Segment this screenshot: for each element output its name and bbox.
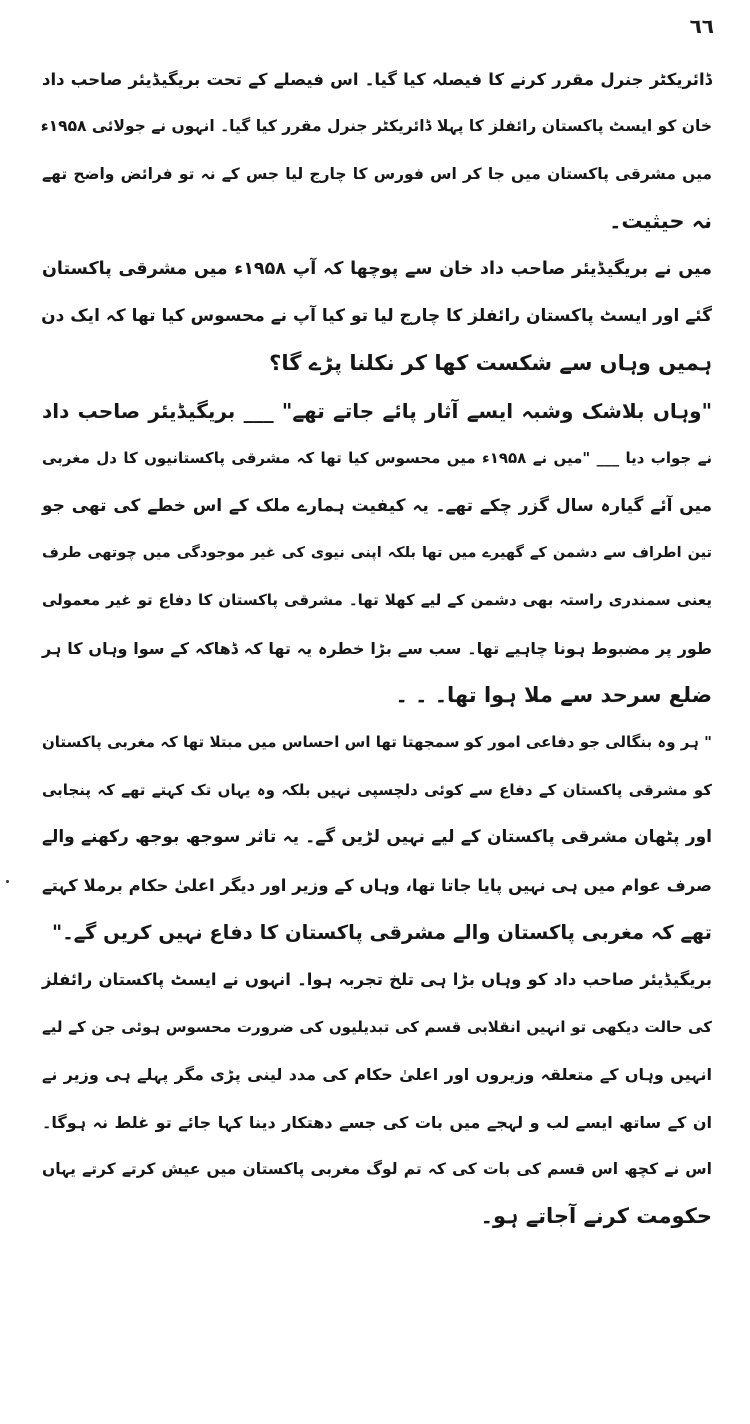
text-line: خان کو ایسٹ پاکستان رائفلز کا پہلا ڈائریکٹر جنرل مقرر کیا گیا۔ انہوں نے جولائی ۱۹۵۸ء — [40, 117, 712, 136]
text-line: ضلع سرحد سے ملا ہوا تھا۔ ۔ ۔ — [395, 683, 712, 708]
text-line: " ہر وہ بنگالی جو دفاعی امور کو سمجھتا تھا اس احساس میں مبتلا تھا کہ مغربی پاکستان — [42, 733, 712, 752]
text-line: نہ حیثیت۔ — [609, 209, 712, 234]
text-line: ڈائریکٹر جنرل مقرر کرنے کا فیصلہ کیا گیا۔ اس فیصلے کے تحت بریگیڈیئر صاحب داد — [42, 70, 712, 89]
text-line: بریگیڈیئر صاحب داد کو وہاں بڑا ہی تلخ تجربہ ہوا۔ انہوں نے ایسٹ پاکستان رائفلز — [42, 970, 712, 990]
text-line: حکومت کرنے آجاتے ہو۔ — [480, 1204, 712, 1229]
text-line: گئے اور ایسٹ پاکستان رائفلز کا چارج لیا تو کیا آپ نے محسوس کیا تھا کہ ایک دن — [41, 305, 712, 326]
text-line: تین اطراف سے دشمن کے گھیرے میں تھا بلکہ اپنی نیوی کی غیر موجودگی میں چوتھی طرف — [42, 544, 712, 561]
text-line: کی حالت دیکھی تو انہیں انقلابی قسم کی تبدیلیوں کی ضرورت محسوس ہوئی جن کے لیے — [42, 1017, 712, 1036]
text-line: طور پر مضبوط ہونا چاہیے تھا۔ سب سے بڑا خطرہ یہ تھا کہ ڈھاکہ کے سوا وہاں کا ہر — [42, 638, 712, 658]
text-line: ان کے ساتھ ایسے لب و لہجے میں بات کی جسے دھتکار دینا کہا جائے تو غلط نہ ہوگا۔ — [42, 1112, 712, 1132]
text-line: تھے کہ مغربی پاکستان والے مشرقی پاکستان کا دفاع نہیں کریں گے۔" — [52, 921, 712, 945]
text-line: ہمیں وہاں سے شکست کھا کر نکلنا پڑے گا؟ — [269, 351, 712, 376]
text-line: اس نے کچھ اس قسم کی بات کی کہ تم لوگ مغربی پاکستان میں عیش کرتے کرتے یہاں — [42, 1159, 712, 1178]
text-line: نے جواب دیا ___ "میں نے ۱۹۵۸ء میں محسوس کیا تھا کہ مشرقی پاکستانیوں کا دل مغربی — [42, 449, 712, 468]
stray-ink-dot — [6, 880, 9, 883]
text-line: انہیں وہاں کے متعلقہ وزیروں اور اعلیٰ حکام کی مدد لینی پڑی مگر پہلے ہی وزیر نے — [42, 1065, 712, 1085]
text-line: صرف عوام میں ہی نہیں پایا جاتا تھا، وہاں کے وزیر اور دیگر اعلیٰ حکام برملا کہتے — [42, 875, 712, 895]
page-number: ٦٦ — [689, 14, 714, 38]
text-line: میں نے بریگیڈیئر صاحب داد خان سے پوچھا کہ آپ ۱۹۵۸ء میں مشرقی پاکستان — [42, 258, 712, 279]
text-line: میں مشرقی پاکستان میں جا کر اس فورس کا چارج لیا جس کے نہ تو فرائض واضح تھے — [42, 164, 712, 183]
text-line: کو مشرقی پاکستان کے دفاع سے کوئی دلچسپی نہیں بلکہ وہ یہاں تک کہتے تھے کہ پنجابی — [42, 780, 712, 799]
body-text — [42, 56, 712, 1241]
text-line: اور پٹھان مشرقی پاکستان کے لیے نہیں لڑیں گے۔ یہ تاثر سوجھ بوجھ رکھنے والے — [42, 827, 712, 848]
text-line: یعنی سمندری راستہ بھی دشمن کے لیے کھلا تھا۔ مشرقی پاکستان کا دفاع تو غیر معمولی — [42, 591, 712, 610]
text-line: میں آئے گیارہ سال گزر چکے تھے۔ یہ کیفیت ہمارے ملک کے اس خطے کی تھی جو — [42, 495, 712, 516]
text-line: "وہاں بلاشک وشبہ ایسے آثار پائے جاتے تھے" ___ بریگیڈیئر صاحب داد — [42, 398, 712, 423]
